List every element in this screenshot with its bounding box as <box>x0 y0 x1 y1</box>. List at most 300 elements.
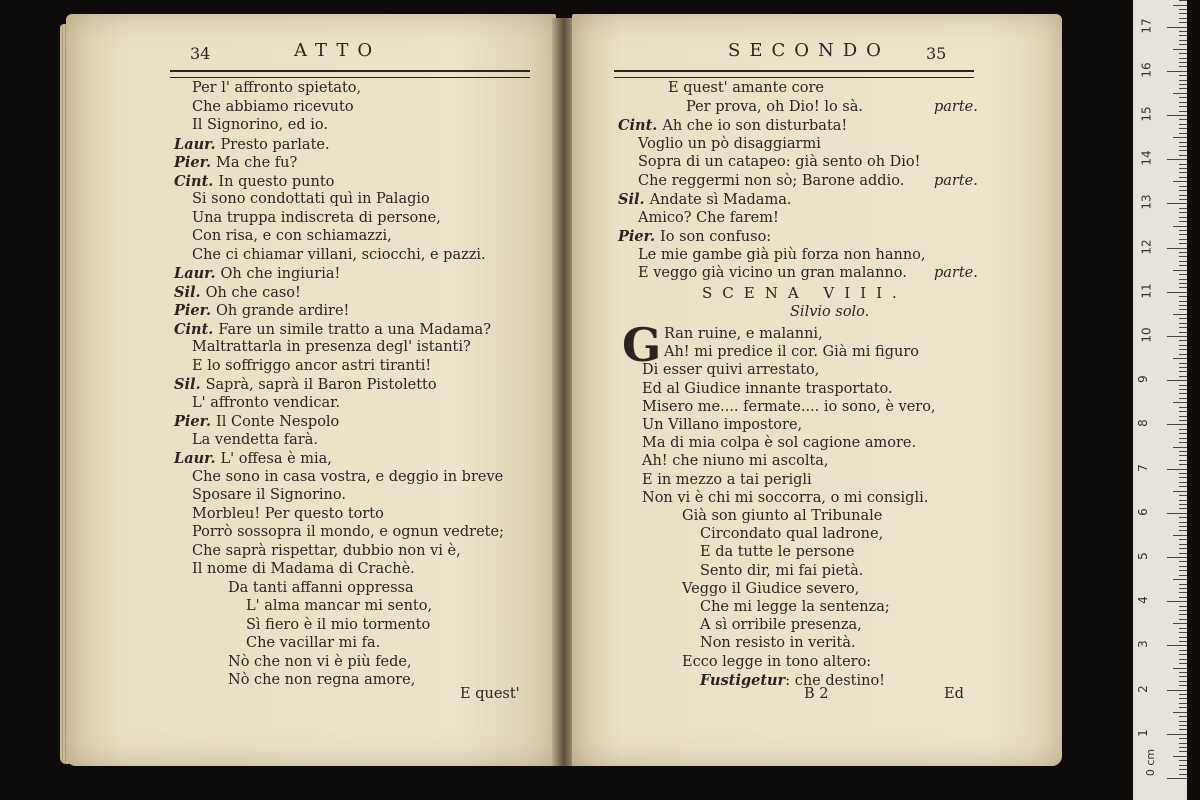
right-header-rule <box>614 70 974 78</box>
ruler-tick <box>1179 685 1187 686</box>
line-text: Ran ruine, e malanni, <box>664 326 823 342</box>
ruler-tick <box>1167 645 1187 646</box>
ruler-tick <box>1167 71 1187 72</box>
ruler-tick <box>1167 513 1187 514</box>
ruler-tick <box>1179 416 1187 417</box>
ruler-tick <box>1179 464 1187 465</box>
measuring-ruler <box>1133 0 1187 800</box>
line-text: : che destino! <box>785 672 886 689</box>
speaker-name: Laur. <box>174 450 221 467</box>
text-line <box>642 435 916 451</box>
ruler-tick <box>1179 345 1187 346</box>
text-line <box>174 376 437 393</box>
ruler-tick <box>1179 610 1187 611</box>
ruler-number: 7 <box>1135 463 1150 472</box>
text-line <box>192 117 328 133</box>
ruler-tick <box>1179 442 1187 443</box>
speaker-name: Cint. <box>618 117 663 134</box>
ruler-tick <box>1179 128 1187 129</box>
stage-direction-exit: parte. <box>934 172 978 189</box>
ruler-tick <box>1179 429 1187 430</box>
ruler-tick <box>1179 774 1187 775</box>
text-line <box>192 210 441 226</box>
ruler-tick <box>1179 296 1187 297</box>
ruler-tick <box>1173 314 1187 315</box>
line-text: Già son giunto al Tribunale <box>682 508 883 524</box>
line-text: Fare un simile tratto a una Madama? <box>218 321 491 338</box>
ruler-number: 10 <box>1139 327 1154 343</box>
text-line <box>664 326 823 342</box>
ruler-tick <box>1179 124 1187 125</box>
line-text: Che reggermi non sò; Barone addio. <box>638 172 905 189</box>
text-line <box>174 173 334 190</box>
ruler-tick <box>1173 447 1187 448</box>
speaker-name: Sil. <box>618 191 650 208</box>
ruler-tick <box>1179 106 1187 107</box>
text-line <box>642 381 893 397</box>
stage-direction-exit: parte. <box>934 265 978 281</box>
line-text: Ah! che niuno mi ascolta, <box>642 453 829 470</box>
ruler-tick <box>1179 451 1187 452</box>
speaker-name: Cint. <box>174 172 219 190</box>
ruler-tick <box>1179 318 1187 319</box>
speaker-name: Sil. <box>174 283 206 301</box>
ruler-tick <box>1179 482 1187 483</box>
text-line <box>174 136 330 153</box>
right-page <box>572 14 1062 766</box>
speaker-name: Pier. <box>174 154 217 171</box>
right-page-number: 35 <box>926 44 947 63</box>
ruler-tick <box>1179 44 1187 45</box>
text-line <box>192 487 346 503</box>
ruler-tick <box>1173 756 1187 757</box>
ruler-tick <box>1173 5 1187 6</box>
line-text: E da tutte le persone <box>700 544 855 561</box>
ruler-tick <box>1179 385 1187 386</box>
text-line <box>638 173 904 189</box>
text-line <box>228 672 415 688</box>
ruler-tick <box>1179 40 1187 41</box>
ruler-number: 13 <box>1139 194 1154 211</box>
text-line <box>192 247 486 263</box>
line-text: Amico? Che farem! <box>638 209 779 226</box>
ruler-tick <box>1179 765 1187 766</box>
text-line <box>700 599 890 615</box>
ruler-tick <box>1167 336 1187 337</box>
line-text: Presto parlate. <box>220 136 330 153</box>
ruler-tick <box>1173 491 1187 492</box>
ruler-tick <box>1179 97 1187 98</box>
ruler-tick <box>1179 376 1187 377</box>
line-text: Per l' affronto spietato, <box>192 80 362 96</box>
speaker-name: Pier. <box>174 302 217 319</box>
text-line <box>192 191 430 207</box>
ruler-tick <box>1179 102 1187 103</box>
ruler-tick <box>1179 654 1187 655</box>
right-catchword: Ed <box>944 686 964 702</box>
ruler-tick <box>1179 522 1187 523</box>
ruler-tick <box>1167 778 1187 779</box>
ruler-tick <box>1173 623 1187 624</box>
text-line <box>228 654 412 670</box>
ruler-tick <box>1179 62 1187 63</box>
speaker-name: Cint. <box>174 320 219 338</box>
ruler-tick <box>1179 725 1187 726</box>
ruler-tick <box>1179 619 1187 620</box>
ruler-tick <box>1179 663 1187 664</box>
ruler-number: 8 <box>1135 419 1150 428</box>
text-line <box>174 321 491 338</box>
ruler-tick <box>1179 553 1187 554</box>
line-text: Circondato qual ladrone, <box>700 526 884 543</box>
line-text: Di esser quivi arrestato, <box>642 362 820 379</box>
ruler-tick <box>1179 22 1187 23</box>
line-text: Un Villano impostore, <box>642 417 803 433</box>
line-text: Oh grande ardire! <box>216 303 350 319</box>
ruler-tick <box>1179 566 1187 567</box>
line-text: In questo punto <box>218 173 335 190</box>
text-line <box>192 228 392 244</box>
ruler-tick <box>1179 650 1187 651</box>
ruler-tick <box>1179 544 1187 545</box>
text-line <box>228 580 414 596</box>
text-line <box>682 508 882 524</box>
line-text: Ma di mia colpa è sol cagione amore. <box>642 435 917 452</box>
line-text: Morbleu! Per questo torto <box>192 505 384 522</box>
text-line <box>246 635 380 651</box>
ruler-tick <box>1179 279 1187 280</box>
line-text: Ed al Giudice innante trasportato. <box>642 380 893 397</box>
ruler-tick <box>1179 530 1187 531</box>
text-line <box>192 469 503 485</box>
ruler-tick <box>1179 411 1187 412</box>
line-text: Ah che io son disturbata! <box>662 118 848 134</box>
ruler-tick <box>1179 261 1187 262</box>
ruler-tick <box>1179 142 1187 143</box>
ruler-tick <box>1179 84 1187 85</box>
ruler-number: 15 <box>1139 106 1154 122</box>
ruler-tick <box>1173 668 1187 669</box>
ruler-tick <box>1179 199 1187 200</box>
line-text: Il Conte Nespolo <box>216 414 340 430</box>
line-text: E veggo già vicino un gran malanno. <box>638 265 907 281</box>
ruler-tick <box>1179 455 1187 456</box>
line-text: Si sono condottati quì in Palagio <box>192 191 430 207</box>
ruler-tick <box>1179 606 1187 607</box>
ruler-number: 11 <box>1139 283 1154 299</box>
ruler-tick <box>1179 561 1187 562</box>
ruler-tick <box>1179 641 1187 642</box>
line-text: E in mezzo a tai perigli <box>642 471 812 488</box>
text-line <box>700 526 883 542</box>
line-text: Sì fiero è il mio tormento <box>246 616 431 633</box>
text-line <box>174 302 349 319</box>
ruler-tick <box>1179 716 1187 717</box>
ruler-tick <box>1167 292 1187 293</box>
ruler-tick <box>1179 301 1187 302</box>
ruler-tick <box>1179 88 1187 89</box>
line-text: Ma che fu? <box>216 155 298 171</box>
text-line <box>192 543 461 559</box>
line-text: Con risa, e con schiamazzi, <box>192 228 392 244</box>
ruler-tick <box>1179 75 1187 76</box>
line-text: Il nome di Madama di Crachè. <box>192 561 415 577</box>
line-text: Porrò sossopra il mondo, e ognun vedrete; <box>192 524 504 540</box>
ruler-number: 16 <box>1139 62 1154 78</box>
ruler-tick <box>1179 208 1187 209</box>
text-line <box>686 99 863 115</box>
text-line <box>192 561 415 577</box>
ruler-tick <box>1179 305 1187 306</box>
ruler-tick <box>1167 469 1187 470</box>
ruler-tick <box>1179 597 1187 598</box>
text-line <box>700 617 862 633</box>
ruler-tick <box>1173 358 1187 359</box>
line-text: Sopra di un catapeo: già sento oh Dio! <box>638 154 921 170</box>
left-page <box>66 14 556 766</box>
ruler-tick <box>1179 221 1187 222</box>
ruler-tick <box>1173 181 1187 182</box>
ruler-tick <box>1179 150 1187 151</box>
ruler-tick <box>1167 690 1187 691</box>
left-running-header: ATTO <box>294 40 382 61</box>
text-line <box>642 417 802 433</box>
line-text: Ah! mi predice il cor. Già mi figuro <box>664 344 919 361</box>
line-text: Le mie gambe già più forza non hanno, <box>638 246 926 263</box>
ruler-tick <box>1179 340 1187 341</box>
line-text: A sì orribile presenza, <box>700 617 862 634</box>
ruler-tick <box>1179 433 1187 434</box>
left-page-number: 34 <box>190 44 211 63</box>
text-line <box>700 635 856 651</box>
scene-subtitle: Silvio solo. <box>790 304 870 320</box>
ruler-tick <box>1179 243 1187 244</box>
text-line <box>642 453 829 469</box>
ruler-tick <box>1179 35 1187 36</box>
ruler-tick <box>1179 323 1187 324</box>
ruler-tick <box>1173 402 1187 403</box>
ruler-number: 17 <box>1139 17 1154 34</box>
ruler-tick <box>1179 18 1187 19</box>
ruler-tick <box>1179 743 1187 744</box>
ruler-tick <box>1173 270 1187 271</box>
ruler-tick <box>1167 27 1187 28</box>
ruler-tick <box>1167 734 1187 735</box>
ruler-tick <box>1179 495 1187 496</box>
text-line <box>638 136 821 152</box>
ruler-tick <box>1167 380 1187 381</box>
ruler-tick <box>1179 504 1187 505</box>
ruler-tick <box>1179 332 1187 333</box>
ruler-tick <box>1167 159 1187 160</box>
ruler-tick <box>1179 274 1187 275</box>
ruler-tick <box>1179 575 1187 576</box>
line-text: Nò che non regna amore, <box>228 672 416 688</box>
line-text: Ecco legge in tono altero: <box>682 653 872 670</box>
ruler-tick <box>1179 212 1187 213</box>
text-line <box>192 524 504 540</box>
ruler-tick <box>1179 632 1187 633</box>
ruler-tick <box>1179 751 1187 752</box>
ruler-number: 1 <box>1135 728 1150 737</box>
line-text: Che sono in casa vostra, e deggio in breve <box>192 468 504 485</box>
text-line <box>642 472 812 488</box>
text-line <box>618 191 791 208</box>
ruler-tick <box>1179 119 1187 120</box>
ruler-tick <box>1179 694 1187 695</box>
ruler-number: 12 <box>1139 238 1154 255</box>
ruler-tick <box>1173 579 1187 580</box>
ruler-tick <box>1179 53 1187 54</box>
ruler-tick <box>1179 9 1187 10</box>
line-text: Voglio un pò disaggiarmi <box>638 135 821 152</box>
ruler-tick <box>1179 539 1187 540</box>
ruler-tick <box>1179 371 1187 372</box>
speaker-name: Pier. <box>618 228 661 245</box>
text-line <box>682 581 859 597</box>
text-line <box>174 265 340 282</box>
ruler-tick <box>1179 659 1187 660</box>
drop-cap-letter: G <box>622 318 662 372</box>
ruler-tick <box>1179 721 1187 722</box>
text-line <box>618 228 771 245</box>
line-text: L' alma mancar mi sento, <box>246 598 433 614</box>
text-line <box>246 617 430 633</box>
ruler-tick <box>1179 517 1187 518</box>
ruler-tick <box>1179 628 1187 629</box>
ruler-tick <box>1167 601 1187 602</box>
ruler-tick <box>1179 155 1187 156</box>
ruler-tick <box>1179 760 1187 761</box>
ruler-tick <box>1179 195 1187 196</box>
ruler-tick <box>1179 438 1187 439</box>
ruler-tick <box>1179 31 1187 32</box>
ruler-tick <box>1179 681 1187 682</box>
line-text: Oh che ingiuria! <box>220 266 341 282</box>
line-text: Non resisto in verità. <box>700 635 856 652</box>
ruler-tick <box>1179 460 1187 461</box>
ruler-tick <box>1179 172 1187 173</box>
ruler-tick <box>1179 252 1187 253</box>
ruler-tick <box>1179 508 1187 509</box>
ruler-tick <box>1179 769 1187 770</box>
text-line <box>638 210 779 226</box>
ruler-tick <box>1179 570 1187 571</box>
ruler-tick <box>1179 477 1187 478</box>
ruler-tick <box>1179 0 1187 1</box>
ruler-tick <box>1179 420 1187 421</box>
line-text: Non vi è chi mi soccorra, o mi consigli. <box>642 489 929 506</box>
speaker-name: Pier. <box>174 413 217 430</box>
text-line <box>192 339 471 355</box>
ruler-tick <box>1179 349 1187 350</box>
ruler-tick <box>1179 614 1187 615</box>
ruler-number: 9 <box>1135 375 1150 384</box>
ruler-tick <box>1167 557 1187 558</box>
text-line <box>642 399 936 415</box>
line-text: Andate sì Madama. <box>649 192 792 208</box>
ruler-tick <box>1179 526 1187 527</box>
right-running-header: SECONDO <box>728 40 890 61</box>
text-line <box>664 344 919 360</box>
line-text: L' affronto vendicar. <box>192 394 341 411</box>
line-text: Nò che non vi è più fede, <box>228 653 412 670</box>
line-text: Che saprà rispettar, dubbio non vi è, <box>192 542 461 559</box>
line-text: Il Signorino, ed io. <box>192 117 328 133</box>
line-text: Io son confuso: <box>660 229 772 245</box>
ruler-tick <box>1179 234 1187 235</box>
line-text: Oh che caso! <box>205 284 301 301</box>
ruler-tick <box>1179 186 1187 187</box>
ruler-tick <box>1179 588 1187 589</box>
ruler-tick <box>1173 137 1187 138</box>
text-line <box>668 80 824 96</box>
text-line <box>192 99 354 115</box>
text-line <box>642 490 928 506</box>
line-text: Che vacillar mi fa. <box>246 635 381 651</box>
ruler-tick <box>1167 424 1187 425</box>
ruler-number: 5 <box>1135 552 1150 560</box>
stage-direction-exit: parte. <box>934 98 978 115</box>
text-line <box>192 80 361 96</box>
ruler-tick <box>1179 168 1187 169</box>
italic-word: Fustigetur <box>700 671 786 689</box>
ruler-number: 2 <box>1135 684 1150 693</box>
line-text: Una truppa indiscreta di persone, <box>192 209 441 226</box>
scene-title: SCENA VIII. <box>702 284 907 302</box>
line-text: Sento dir, mi fai pietà. <box>700 562 864 579</box>
ruler-tick <box>1179 283 1187 284</box>
ruler-tick <box>1179 367 1187 368</box>
line-text: L' offesa è mia, <box>220 451 332 467</box>
left-catchword: E quest' <box>460 686 520 702</box>
text-line <box>246 598 432 614</box>
line-text: E quest' amante core <box>668 80 825 96</box>
ruler-tick <box>1179 265 1187 266</box>
line-text: Da tanti affanni oppressa <box>228 579 414 596</box>
line-text: Che mi legge la sentenza; <box>700 599 890 615</box>
line-text: Per prova, oh Dio! lo sà. <box>686 98 864 115</box>
text-line <box>192 506 384 522</box>
text-line <box>700 672 885 689</box>
line-text: Misero me.... fermate.... io sono, è vero, <box>642 398 936 415</box>
left-header-rule <box>170 70 530 78</box>
ruler-tick <box>1179 66 1187 67</box>
ruler-number: 3 <box>1135 640 1150 649</box>
ruler-tick <box>1179 146 1187 147</box>
ruler-tick <box>1179 58 1187 59</box>
text-line <box>700 544 854 560</box>
text-line <box>174 154 297 171</box>
ruler-tick <box>1173 93 1187 94</box>
ruler-tick <box>1167 248 1187 249</box>
text-line <box>638 247 926 263</box>
ruler-tick <box>1179 738 1187 739</box>
line-text: La vendetta farà. <box>192 431 318 448</box>
ruler-tick <box>1179 354 1187 355</box>
ruler-tick <box>1173 49 1187 50</box>
ruler-number: 6 <box>1135 507 1150 516</box>
line-text: Maltrattarla in presenza degl' istanti? <box>192 339 471 355</box>
ruler-tick <box>1179 548 1187 549</box>
text-line <box>682 654 871 670</box>
text-line <box>174 450 332 467</box>
ruler-tick <box>1179 389 1187 390</box>
ruler-tick <box>1179 592 1187 593</box>
line-text: Che abbiamo ricevuto <box>192 98 354 115</box>
line-text: E lo soffriggo ancor astri tiranti! <box>192 357 432 374</box>
ruler-tick <box>1167 115 1187 116</box>
